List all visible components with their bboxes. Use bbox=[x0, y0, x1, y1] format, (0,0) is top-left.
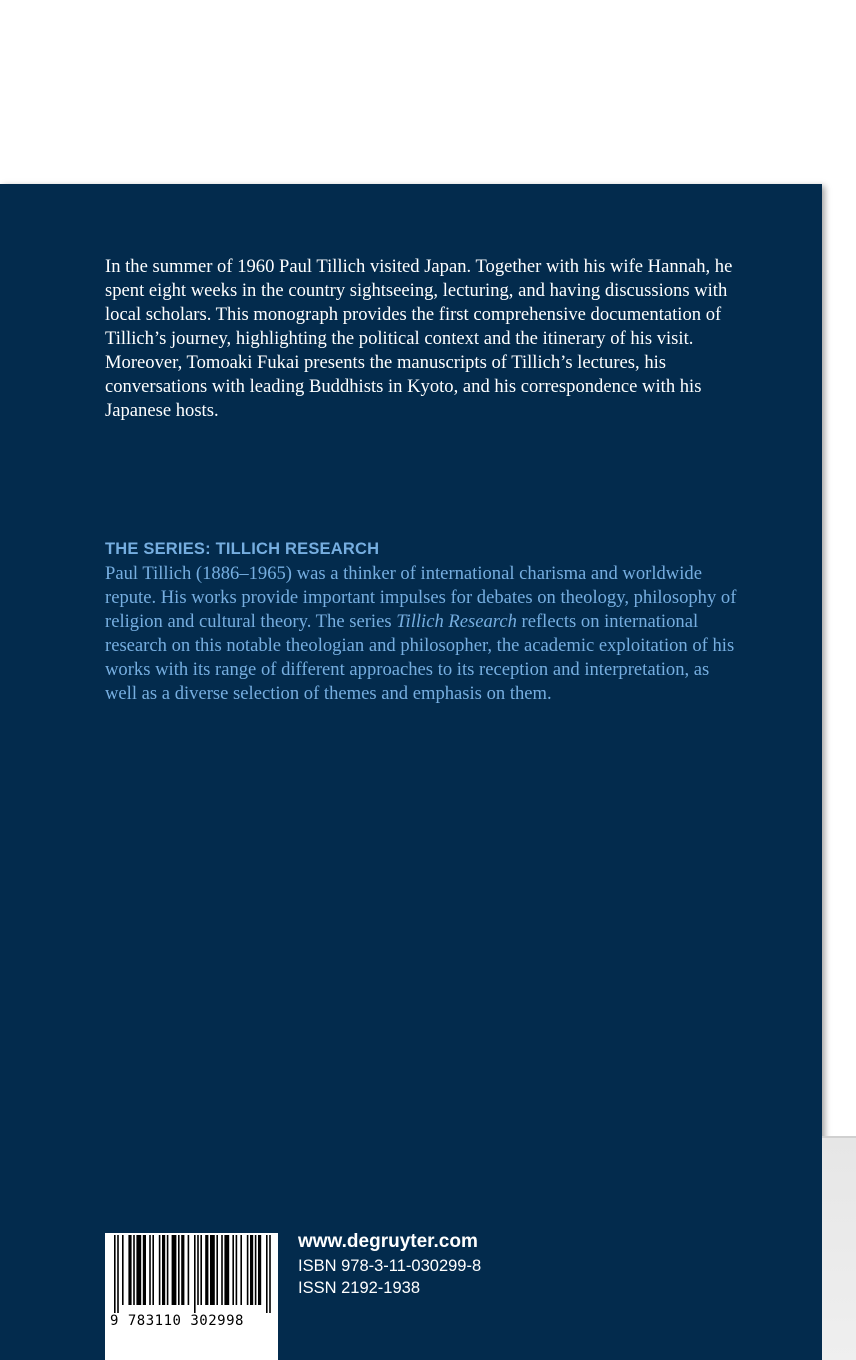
isbn: ISBN 978-3-11-030299-8 bbox=[298, 1257, 482, 1275]
publisher-website: www.degruyter.com bbox=[298, 1231, 478, 1252]
barcode-bar bbox=[128, 1235, 131, 1305]
barcode-bar bbox=[236, 1235, 238, 1305]
barcode-bar bbox=[266, 1235, 268, 1313]
page-shadow bbox=[822, 1136, 856, 1360]
barcode-digits: 9 783110 302998 bbox=[110, 1313, 244, 1329]
barcode-bar bbox=[117, 1235, 119, 1313]
barcode-bar bbox=[250, 1235, 253, 1305]
barcode-bars bbox=[114, 1235, 272, 1313]
series-description bbox=[105, 562, 745, 706]
barcode-bar bbox=[188, 1235, 190, 1305]
barcode-bar bbox=[221, 1235, 223, 1305]
barcode-bar bbox=[152, 1235, 154, 1305]
series-text-end: reflects on international research on this notable theologian and philosopher, the academic exploitation of his works with its range of different approaches to its reception and interpretation, as well as a diverse selection of themes and emphasis on them. bbox=[105, 611, 735, 704]
barcode-bar bbox=[210, 1235, 215, 1305]
barcode-bar bbox=[167, 1235, 169, 1305]
barcode-bar bbox=[247, 1235, 249, 1305]
barcode-bar bbox=[197, 1235, 199, 1305]
barcode-bar bbox=[269, 1235, 271, 1313]
issn: ISSN 2192-1938 bbox=[298, 1279, 421, 1297]
series-title: Tillich Research bbox=[396, 611, 517, 632]
barcode-bar bbox=[194, 1235, 196, 1313]
barcode-bar bbox=[162, 1235, 165, 1305]
barcode-bar bbox=[159, 1235, 161, 1305]
barcode-bar bbox=[136, 1235, 141, 1305]
barcode-bar bbox=[181, 1235, 184, 1305]
barcode-bar bbox=[200, 1235, 202, 1305]
barcode-bar bbox=[178, 1235, 180, 1305]
barcode-bar bbox=[149, 1235, 151, 1305]
barcode-bar bbox=[240, 1235, 242, 1305]
barcode bbox=[105, 1233, 278, 1360]
book-blurb: In the summer of 1960 Paul Tillich visited Japan. Together with his wife Hannah, he spent eight weeks in the country sightseeing, lecturing, and having discussions with local scholars. This monograph provides the first comprehensive documentation of Tillich’s journey, highlighting the political context and the itinerary of his visit. Moreover, Tomoaki Fukai presents the manuscripts of Tillich’s lectures, his conversations with leading Buddhists in Kyoto, and his correspondence with his Japanese hosts. bbox=[105, 256, 733, 421]
page-shadow-edge bbox=[822, 1136, 856, 1138]
barcode-bar bbox=[133, 1235, 135, 1305]
barcode-bar bbox=[143, 1235, 146, 1305]
barcode-bar bbox=[255, 1235, 257, 1305]
barcode-bar bbox=[114, 1235, 116, 1313]
barcode-bar bbox=[205, 1235, 208, 1305]
barcode-bar bbox=[216, 1235, 218, 1305]
barcode-bar bbox=[232, 1235, 234, 1305]
barcode-bar bbox=[258, 1235, 261, 1305]
series-text-start: Paul Tillich (1886–1965) was a thinker of international charisma and worldwide repute. His works provide important impulses for debates on theology, philosophy of religion and cultural theory. The series bbox=[105, 563, 737, 632]
series-heading: THE SERIES: TILLICH RESEARCH bbox=[105, 540, 380, 558]
barcode-bar bbox=[224, 1235, 229, 1305]
barcode-bar bbox=[172, 1235, 177, 1305]
barcode-bar bbox=[122, 1235, 124, 1305]
